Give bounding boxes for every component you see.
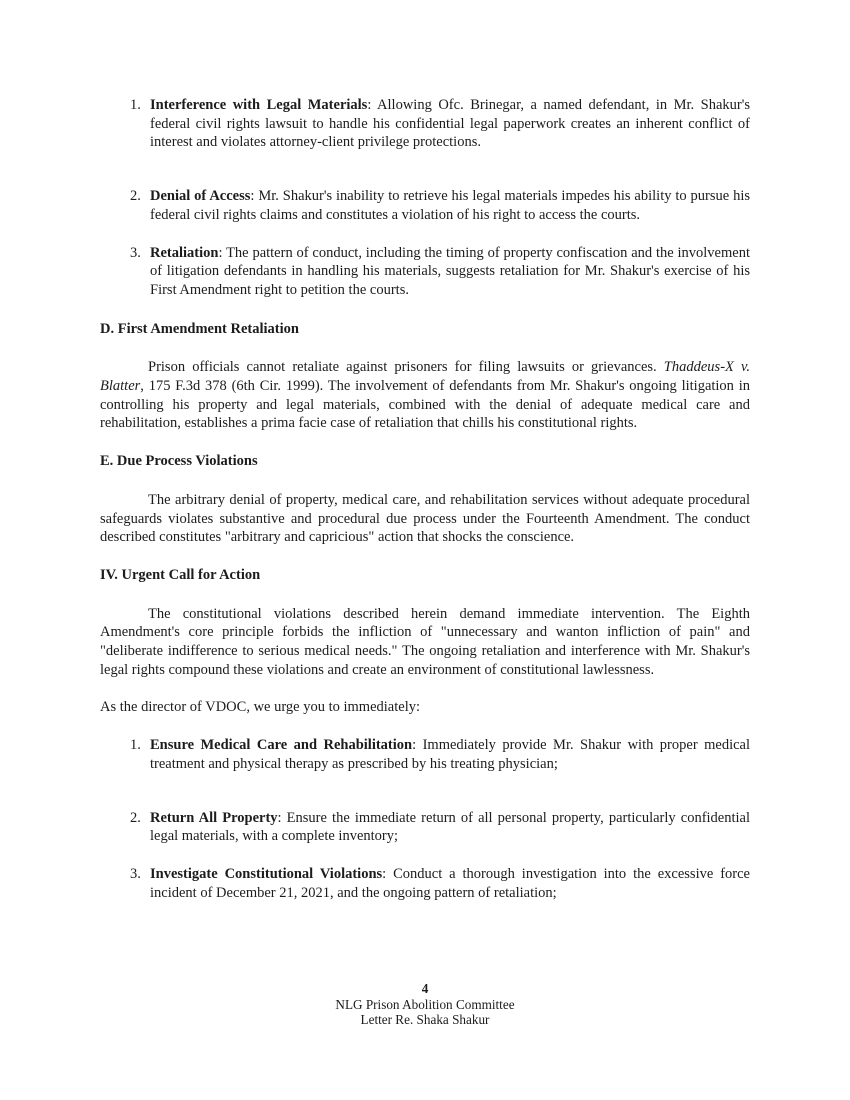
constitutional-violations-list [100,96,750,300]
demanded-actions-list [100,736,750,902]
list-item-text [150,96,750,152]
list-item-number: 3. [130,244,141,261]
list-item-number: 2. [130,809,141,826]
section-heading-first-amendment-retaliation: D. First Amendment Retaliation [100,320,299,337]
section-heading-urgent-call-for-action: IV. Urgent Call for Action [100,566,261,583]
list-item-text [150,865,750,902]
case-citation: Thaddeus-X v. Blatter [100,359,750,395]
list-item-lead: Investigate Constitutional Violations [150,865,383,882]
list-item-investigate-violations [130,865,750,902]
paragraph-text: Prison officials cannot retaliate against prisoners for filing lawsuits or grievances. [148,359,664,376]
list-item-body: : The pattern of conduct, including the timing of property confiscation and the involvement of litigation defendants in handling his materials, suggests retaliation for Mr. Shakur's exercise of his First Amendment right to petition the courts. [150,244,750,298]
list-item-text [150,736,750,773]
list-item-body: : Allowing Ofc. Brinegar, a named defendant, in Mr. Shakur's federal civil rights lawsuit to handle his confidential legal paperwork creates an inherent conflict of interest and violates attorney-client privilege protections. [150,97,750,151]
list-item-ensure-medical-care [130,736,750,773]
footer-document-title: Letter Re. Shaka Shakur [360,1011,490,1027]
section-heading-due-process-violations: E. Due Process Violations [100,453,258,470]
list-item-body: : Ensure the immediate return of all personal property, particularly confidential legal materials, with a complete inventory; [150,809,751,845]
list-item-return-all-property [130,809,750,846]
list-item-interference [130,96,750,152]
list-item-number: 1. [130,97,141,113]
list-item-lead: Retaliation [150,244,219,261]
list-item-text [150,244,750,300]
list-item-lead: Denial of Access [150,188,251,205]
paragraph-first-amendment-retaliation [100,358,750,433]
list-item-number: 2. [130,188,141,205]
list-item-retaliation [130,244,750,300]
list-item-body: : Conduct a thorough investigation into the excessive force incident of December 21, 2021, and the ongoing pattern of retaliation; [150,865,750,901]
list-item-number: 1. [130,737,141,754]
list-item-lead: Interference with Legal Materials [150,97,368,113]
list-item-text [150,809,750,846]
paragraph-lead-in-vdoc: As the director of VDOC, we urge you to immediately: [100,699,421,716]
paragraph-due-process: The arbitrary denial of property, medical care, and rehabilitation services without adequate procedural safeguards violates substantive and procedural due process under the Fourteenth Amendment. The conduct described constitutes "arbitrary and capricious" action that shocks the conscience. [100,491,750,546]
list-item-body: : Immediately provide Mr. Shakur with proper medical treatment and physical therapy as prescribed by his treating physician; [150,737,750,772]
list-item-lead: Ensure Medical Care and Rehabilitation [150,737,413,754]
list-item-body: : Mr. Shakur's inability to retrieve his legal materials impedes his ability to pursue his federal civil rights claims and constitutes a violation of his right to access the courts. [150,188,751,223]
page-footer [0,982,850,1028]
footer-organization: NLG Prison Abolition Committee [335,996,515,1012]
list-item-denial-of-access [130,187,750,224]
list-item-text [150,187,750,224]
list-item-number: 3. [130,865,141,882]
paragraph-urgent-call: The constitutional violations described herein demand immediate intervention. The Eighth Amendment's core principle forbids the infliction of "unnecessary and wanton infliction of pain" and "deliberate indifference to serious medical needs." The ongoing retaliation and interference with Mr. Shakur's legal rights compound these violations and create an environment of constitutional lawlessness. [100,605,750,678]
page-number: 4 [421,981,429,996]
paragraph-text: , 175 F.3d 378 (6th Cir. 1999). The involvement of defendants from Mr. Shakur's ongoing litigation in controlling his property and legal materials, combined with the denial of adequate medical care and rehabilitation, establishes a prima facie case of retaliation that chills his constitutional rights. [100,378,750,432]
list-item-lead: Return All Property [150,809,278,826]
